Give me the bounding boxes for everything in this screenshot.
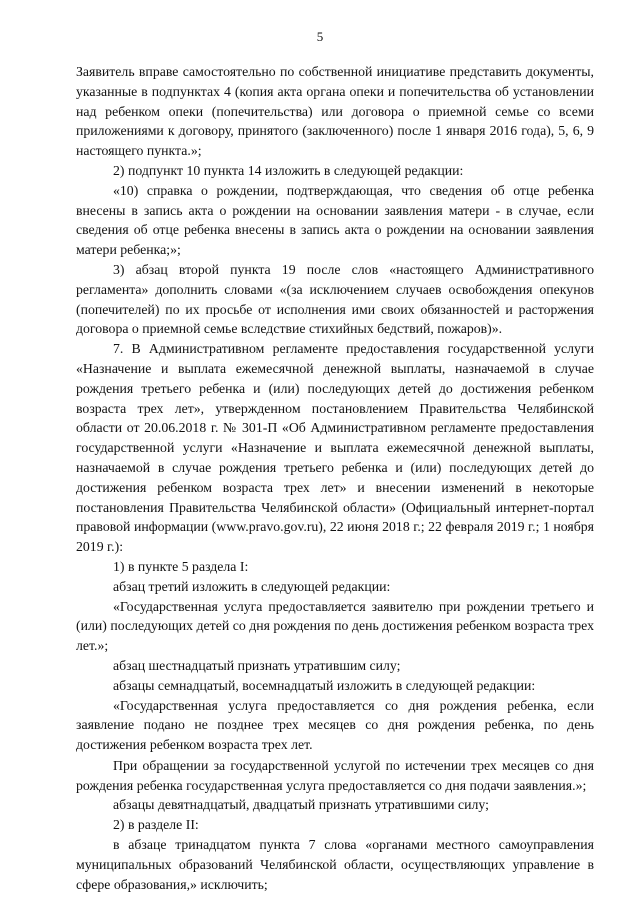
paragraph-section-2: 2) в разделе II:	[113, 817, 199, 833]
paragraph-service-provided-quote: «Государственная услуга предоставляется заявителю при рождении третьего и (или) последующих детей со дня рождения по день достижения ребенком возраста трех лет.»;	[76, 598, 594, 654]
paragraph-service-from-birth: «Государственная услуга предоставляется со дня рождения ребенка, если заявление подано не позднее трех месяцев со дня рождения ребенка, по день достижения ребенком возраста трех лет.	[76, 697, 594, 753]
page-number: 5	[316, 29, 324, 44]
paragraph-after-three-months: При обращении за государственной услугой по истечении трех месяцев со дня рождения ребенка государственная услуга предоставляется со дня подачи заявления.»;	[76, 757, 594, 793]
paragraph-19-20-void: абзацы девятнадцатый, двадцатый признать утратившими силу;	[113, 797, 489, 813]
paragraph-17-18-new-wording: абзацы семнадцатый, восемнадцатый изложить в следующей редакции:	[113, 677, 536, 693]
document-body	[76, 62, 594, 894]
paragraph-sixteenth-void: абзац шестнадцатый признать утратившим силу;	[113, 657, 401, 673]
paragraph-amend-subitem-10: 2) подпункт 10 пункта 14 изложить в следующей редакции:	[113, 162, 464, 178]
paragraph-amend-item-19: 3) абзац второй пункта 19 после слов «настоящего Административного регламента» дополнить словами «(за исключением случаев освобождения опекунов (попечителей) по их просьбе от исполнения ими своих обязанностей и расторжения договора о приемной семье вследствие стихийных бедствий, пожаров)».	[76, 261, 594, 337]
paragraph-third-abzats: абзац третий изложить в следующей редакции:	[113, 578, 391, 594]
paragraph-item-5-section-1: 1) в пункте 5 раздела I:	[113, 558, 249, 574]
paragraph-section-7: 7. В Административном регламенте предоставления государственной услуги «Назначение и выплата ежемесячной денежной выплаты, назначаемой в случае рождения третьего ребенка и (или) последующих детей до достижения ребенком возраста трех лет», утвержденном постановлением Правительства Челябинской области от 20.06.2018 г. № 301-П «Об Административном регламенте предоставления государственной услуги «Назначение и выплата ежемесячной денежной выплаты, назначаемой в случае рождения третьего ребенка и (или) последующих детей до достижения ребенком возраста трех лет» и внесении изменений в некоторые постановления Правительства Челябинской области» (Официальный интернет-портал правовой информации (www.pravo.gov.ru), 22 июня 2018 г.; 22 февраля 2019 г.; 1 ноября 2019 г.):	[76, 341, 594, 555]
paragraph-item-7-abzats-13: в абзаце тринадцатом пункта 7 слова «органами местного самоуправления муниципальных образований Челябинской области, осуществляющих управление в сфере образования,» исключить;	[76, 837, 594, 892]
paragraph-applicant-documents: Заявитель вправе самостоятельно по собственной инициативе представить документы, указанные в подпунктах 4 (копия акта органа опеки и попечительства об установлении над ребенком опеки (попечительства) или договора о приемной семье со всеми приложениями к договору, принятого (заключенного) после 1 января 2016 года), 5, 6, 9 настоящего пункта.»;	[76, 64, 594, 159]
paragraph-birth-certificate: «10) справка о рождении, подтверждающая, что сведения об отце ребенка внесены в запись акта о рождении на основании заявления матери - в случае, если сведения об отце ребенка внесены в запись акта о рождении на основании заявления матери ребенка;»;	[76, 182, 594, 258]
